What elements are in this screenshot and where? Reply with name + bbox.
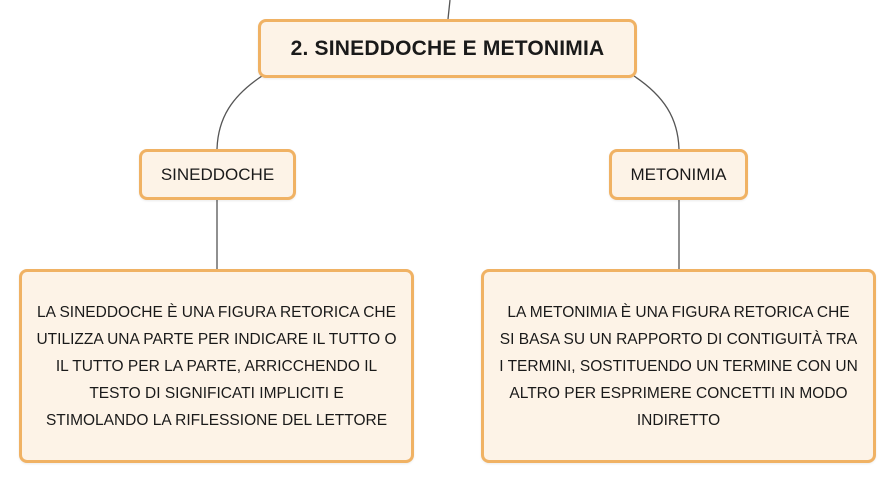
connector-parent-to-title <box>448 0 450 19</box>
sineddoche-description-text: LA SINEDDOCHE È UNA FIGURA RETORICA CHE UTILIZZA UNA PARTE PER INDICARE IL TUTTO O IL TUTTO PER LA PARTE, ARRICCHENDO IL TESTO DI SIGNIFICATI IMPLICITI E STIMOLANDO LA RIFLESSIONE DEL LETTORE <box>36 303 397 429</box>
metonimia-label: METONIMIA <box>630 164 727 184</box>
connector-title-to-metonimia <box>634 76 679 149</box>
title-node[interactable] <box>258 19 637 78</box>
metonimia-description-node[interactable] <box>481 269 876 463</box>
sineddoche-node[interactable] <box>139 149 296 200</box>
title-text: 2. SINEDDOCHE E METONIMIA <box>290 36 605 60</box>
sineddoche-label: SINEDDOCHE <box>160 164 275 184</box>
sineddoche-description-node[interactable] <box>19 269 414 463</box>
metonimia-description-text: LA METONIMIA È UNA FIGURA RETORICA CHE SI BASA SU UN RAPPORTO DI CONTIGUITÀ TRA I TERMINI, SOSTITUENDO UN TERMINE CON UN ALTRO PER ESPRIMERE CONCETTI IN MODO INDIRETTO <box>499 303 858 429</box>
connector-title-to-sineddoche <box>217 76 262 149</box>
metonimia-node[interactable] <box>609 149 748 200</box>
